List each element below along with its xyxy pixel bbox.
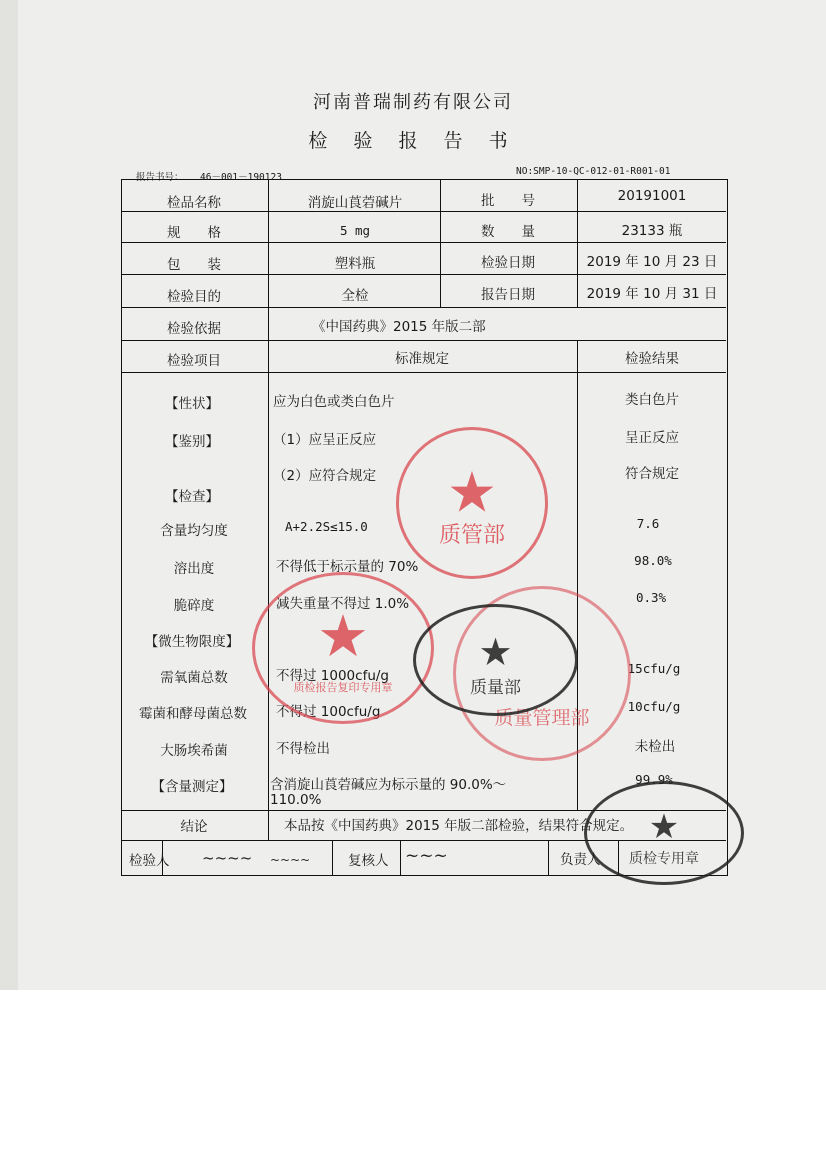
- report-number-label: 报告书号：: [136, 172, 184, 183]
- test-date-label: 检验日期: [481, 255, 535, 271]
- report-title: 检 验 报 告 书: [308, 130, 518, 152]
- row-item: 【鉴别】: [165, 434, 219, 450]
- basis-label: 检验依据: [167, 321, 221, 337]
- basis-value: 《中国药典》2015 年版二部: [312, 319, 486, 335]
- responsible-label: 负责人: [560, 852, 601, 868]
- column-header-result: 检验结果: [625, 351, 679, 367]
- spec-value: 5 mg: [339, 223, 371, 238]
- reviewer-label: 复核人: [348, 853, 389, 869]
- batch-label: 批 号: [481, 193, 535, 209]
- conclusion-label: 结论: [180, 819, 208, 835]
- row-standard: 不得过 100cfu/g: [276, 704, 381, 720]
- black-quality-stamp: ★ 质量部: [413, 604, 578, 716]
- red-copy-stamp: ★ 质检报告复印专用章: [252, 572, 434, 724]
- row-item: 脆碎度: [173, 598, 215, 614]
- row-item: 【含量测定】: [151, 779, 233, 795]
- column-header-standard: 标准规定: [395, 351, 449, 367]
- row-item-section: 【微生物限度】: [144, 634, 240, 650]
- row-standard: A+2.2S≤15.0: [285, 519, 368, 534]
- row-item: 【性状】: [165, 396, 219, 412]
- test-date: 2019 年 10 月 23 日: [586, 254, 718, 270]
- row-result: 符合规定: [625, 466, 679, 482]
- package-value: 塑料瓶: [334, 256, 376, 272]
- row-standard: 不得过 1000cfu/g: [276, 668, 389, 684]
- row-result: 呈正反应: [625, 430, 679, 446]
- row-item: 需氧菌总数: [160, 670, 228, 686]
- row-item: 溶出度: [173, 561, 215, 577]
- inspector-label: 检验人: [129, 853, 170, 869]
- conclusion-text: 本品按《中国药典》2015 年版二部检验，结果符合规定。: [284, 818, 634, 834]
- row-item-section: 【检查】: [165, 489, 219, 505]
- document-number: NO:SMP-10-QC-012-01-R001-01: [516, 166, 671, 177]
- row-standard: 不得低于标示量的 70%: [276, 559, 419, 575]
- quantity-label: 数 量: [481, 224, 535, 240]
- black-qc-stamp: ★ 质检专用章: [584, 781, 744, 885]
- row-standard: （2）应符合规定: [273, 468, 377, 484]
- row-result: 7.6: [636, 516, 660, 531]
- row-result: 10cfu/g: [627, 699, 681, 714]
- quantity-value: 23133 瓶: [621, 223, 683, 239]
- row-standard-continued: 110.0%: [270, 792, 322, 808]
- product-name: 消旋山莨菪碱片: [307, 195, 403, 211]
- batch-number: 20191001: [617, 188, 687, 204]
- report-number: 46－001－190123: [200, 172, 282, 183]
- red-quality-stamp-1: ★ 质管部: [396, 427, 548, 579]
- row-standard: 不得检出: [276, 741, 330, 757]
- row-item: 大肠埃希菌: [160, 743, 228, 759]
- row-result: 99.9%: [635, 772, 673, 787]
- column-header-item: 检验项目: [167, 353, 221, 369]
- purpose-value: 全检: [341, 288, 369, 304]
- row-item: 霉菌和酵母菌总数: [139, 706, 247, 722]
- row-standard: （1）应呈正反应: [273, 432, 377, 448]
- red-quality-stamp-2: 质量管理部: [453, 586, 631, 761]
- package-label: 包 装: [167, 257, 221, 273]
- row-result: 0.3%: [635, 590, 667, 605]
- row-result: 15cfu/g: [627, 661, 681, 676]
- row-result: 未检出: [634, 739, 676, 755]
- spec-label: 规 格: [167, 225, 221, 241]
- row-item: 含量均匀度: [160, 523, 228, 539]
- report-date-label: 报告日期: [481, 287, 535, 303]
- row-result: 类白色片: [625, 392, 679, 408]
- company-name: 河南普瑞制药有限公司: [313, 92, 513, 113]
- row-standard: 含消旋山莨菪碱应为标示量的 90.0%～: [270, 777, 507, 793]
- inspector-signature-2: ~~~~: [270, 853, 311, 867]
- purpose-label: 检验目的: [167, 289, 221, 305]
- row-standard: 减失重量不得过 1.0%: [276, 596, 410, 612]
- row-standard: 应为白色或类白色片: [273, 394, 395, 410]
- inspector-signature-1: ~~~~: [202, 849, 253, 867]
- row-result: 98.0%: [634, 553, 672, 568]
- product-name-label: 检品名称: [167, 195, 221, 211]
- reviewer-signature: ~~~: [405, 846, 448, 866]
- report-date: 2019 年 10 月 31 日: [586, 286, 718, 302]
